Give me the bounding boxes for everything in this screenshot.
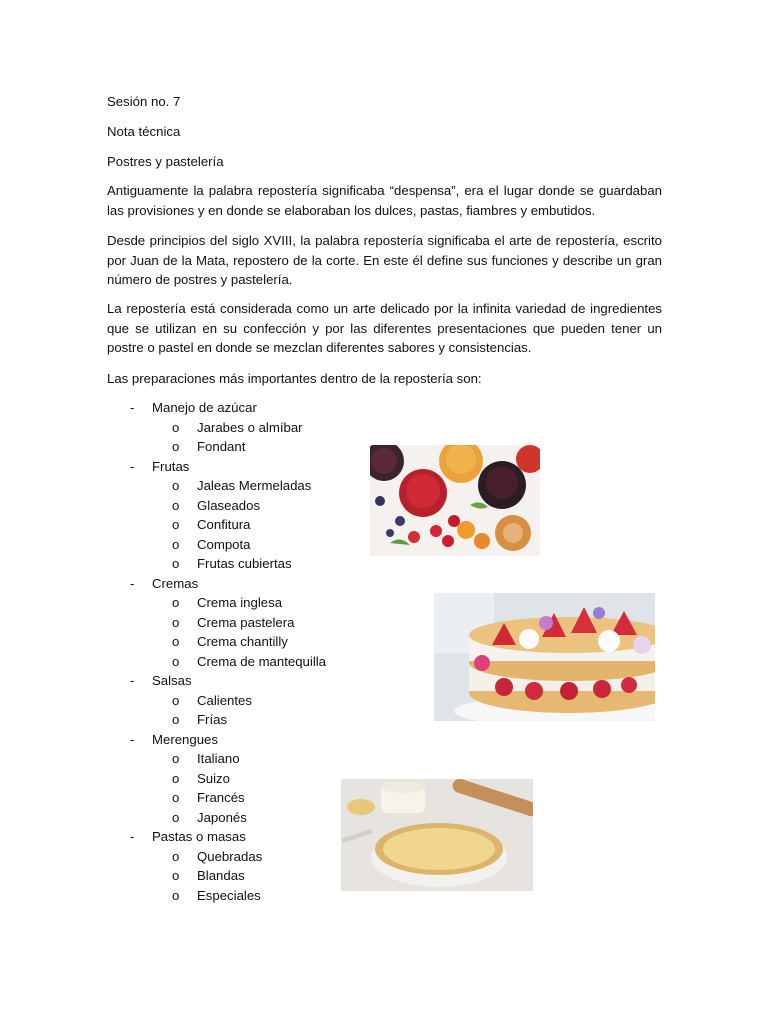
- paragraph-2: Desde principios del siglo XVIII, la palabra repostería significaba el arte de repostería, escrito por Juan de la Mata, repostero de la corte. En este él define sus funciones y describe un gran número de postres y pastelería.: [107, 233, 662, 287]
- layered-cake-photo: [434, 593, 655, 721]
- tart-shell-photo: [341, 779, 533, 891]
- doc-type-label: Nota técnica: [107, 124, 181, 139]
- jam-fruit-photo: [370, 445, 540, 556]
- paragraph-1: Antiguamente la palabra repostería significaba “despensa”, era el lugar donde se guardaban las provisiones y en donde se elaboraban los dulces, pastas, fiambres y embutidos.: [107, 183, 662, 218]
- paragraph-4: Las preparaciones más importantes dentro de la repostería son:: [107, 371, 482, 386]
- document-page: Sesión no. 7 Nota técnica Postres y pastelería Antiguamente la palabra repostería significaba “despensa”, era el lugar donde se guardaban las provisiones y en donde se elaboraban los dulces, pastas, fiambres y embutidos. Desde principios del siglo XVIII, la palabra repostería significaba el arte de repostería, escrito por Juan de la Mata, repostero de la corte. En este él define sus funciones y describe un gran número de postres y pastelería. La repostería está considerada como un arte delicado por la infinita variedad de ingredientes que se utilizan en su confección y por las diferentes presentaciones que pueden tener un postre o pastel en donde se mezclan diferentes sabores y consistencias. Las preparaciones más importantes dentro de la repostería son: - Manejo de azúcar o Jarabes o almíbar o Fondant - Frutas o Jaleas Mermeladas o Glaseados o Confitura o Compota o Frutas cubiertas - Cremas o Crema inglesa o Crema pastelera o Crema chantilly o Crema de mantequilla - Salsas o Calientes o Frías - Merengues o Italiano o Suizo o Francés o Japonés - Pastas o masas o Quebradas o Blandas o Especiales: [0, 0, 768, 1024]
- page-title: Postres y pastelería: [107, 154, 224, 169]
- paragraph-3: La repostería está considerada como un arte delicado por la infinita variedad de ingredientes que se utilizan en su confección y por las diferentes presentaciones que pueden tener un postre o pastel en donde se mezclan diferentes sabores y consistencias.: [107, 301, 662, 355]
- session-label: Sesión no. 7: [107, 94, 181, 109]
